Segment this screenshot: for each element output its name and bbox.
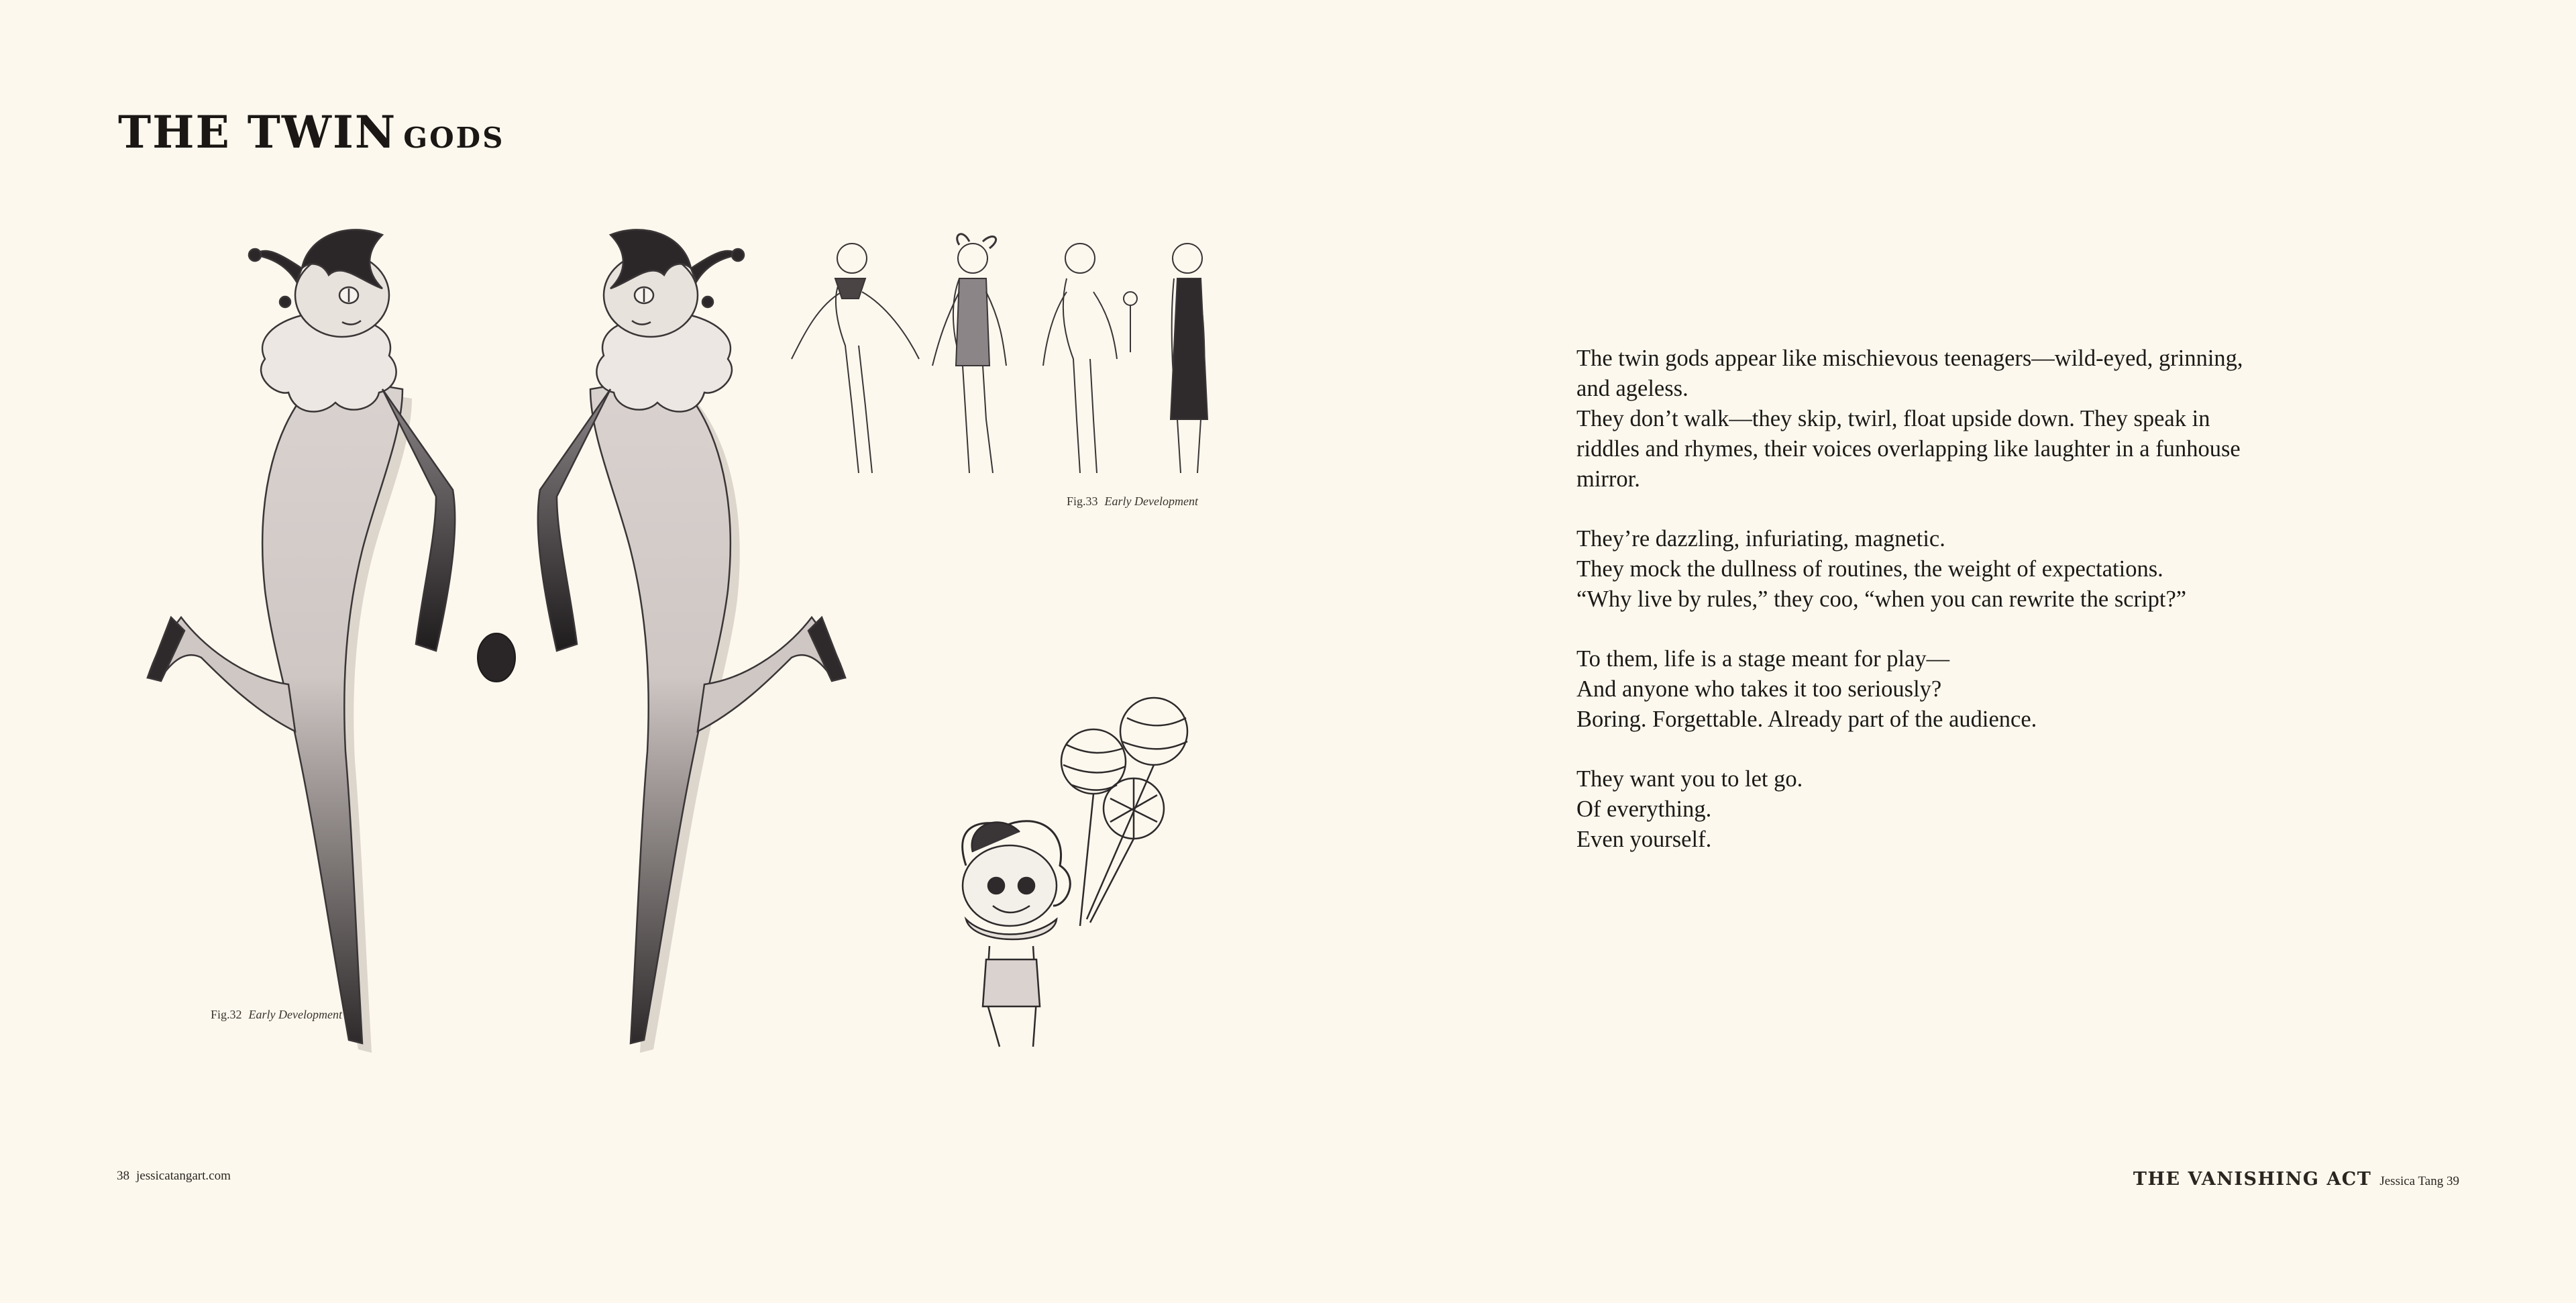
body-line: They’re dazzling, infuriating, magnetic.: [1576, 526, 1945, 552]
paragraph-3: [1576, 644, 2274, 735]
body-line: They don’t walk—they skip, twirl, float upside down. They speak in riddles and rhymes, their voices overlapping like laughter in a funhouse mirror.: [1576, 406, 2241, 492]
balloon-jester-sketch: [926, 691, 1208, 1053]
body-line: Boring. Forgettable. Already part of the audience.: [1576, 707, 2037, 732]
body-text: [1576, 344, 2274, 855]
title-sub: GODS: [403, 121, 505, 154]
body-line: The twin gods appear like mischievous teenagers—wild-eyed, grinning, and ageless.: [1576, 346, 2243, 401]
body-line: And anyone who takes it too seriously?: [1576, 676, 1942, 702]
website-link[interactable]: jessicatangart.com: [136, 1169, 231, 1183]
fig32-number: Fig.32: [211, 1008, 242, 1021]
paragraph-2: [1576, 524, 2274, 615]
chapter-title: [118, 106, 504, 158]
paragraph-4: [1576, 764, 2274, 855]
body-line: They want you to let go.: [1576, 766, 1803, 792]
paragraph-1: [1576, 344, 2274, 494]
body-line: “Why live by rules,” they coo, “when you can rewrite the script?”: [1576, 586, 2187, 612]
fig32-caption: [211, 1008, 342, 1022]
body-line: Of everything.: [1576, 796, 1712, 822]
body-line: They mock the dullness of routines, the weight of expectations.: [1576, 556, 2163, 582]
author-page-number: Jessica Tang 39: [2379, 1174, 2459, 1188]
body-line: Even yourself.: [1576, 827, 1712, 852]
sketch-lineup: [778, 231, 1234, 486]
title-main: THE TWIN: [118, 106, 397, 158]
left-page-number: 38: [117, 1169, 129, 1183]
book-title: THE VANISHING ACT: [2133, 1169, 2372, 1190]
body-line: To them, life is a stage meant for play—: [1576, 646, 1950, 672]
left-folio: [117, 1169, 231, 1184]
right-folio: [2133, 1169, 2459, 1190]
fig33-caption: [1067, 494, 1198, 509]
fig33-number: Fig.33: [1067, 494, 1098, 508]
fig33-text: Early Development: [1104, 494, 1198, 508]
twin-gods-illustration: [121, 215, 879, 1067]
fig32-text: Early Development: [248, 1008, 342, 1021]
